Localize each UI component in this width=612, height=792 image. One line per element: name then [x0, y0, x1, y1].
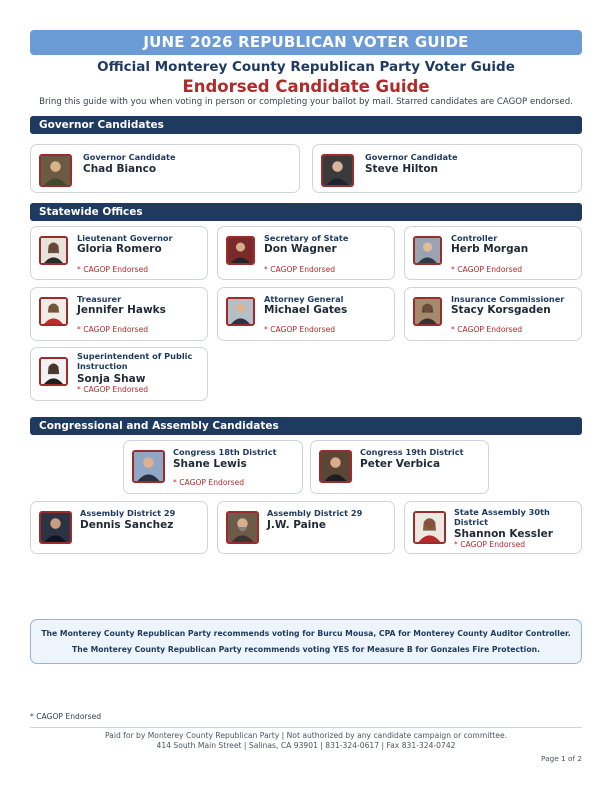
- endorsement-note: * CAGOP Endorsed: [77, 325, 149, 334]
- candidate-name: Stacy Korsgaden: [451, 304, 551, 316]
- candidate-photo: [39, 297, 68, 326]
- candidate-name: Sonja Shaw: [77, 373, 146, 385]
- candidate-photo: [132, 450, 165, 483]
- office-title: State Assembly 30th District: [454, 507, 550, 527]
- candidate-card: [123, 440, 303, 494]
- candidate-photo: [413, 236, 442, 265]
- office-title: Superintendent of Public Instruction: [77, 351, 193, 371]
- endorsement-legend: * CAGOP Endorsed: [30, 712, 102, 721]
- office-title: Controller: [451, 233, 498, 243]
- office-title: Governor Candidate: [365, 152, 458, 162]
- candidate-photo: [319, 450, 352, 483]
- candidate-card: [30, 501, 208, 554]
- intro-text: Bring this guide with you when voting in person or completing your ballot by mail. Starred candidates are CAGOP endorsed.: [39, 97, 573, 107]
- contact-address: 414 South Main Street | Salinas, CA 93901 | 831-324-0617 | Fax 831-324-0742: [156, 741, 456, 750]
- candidate-photo: [226, 511, 259, 544]
- office-title: Governor Candidate: [83, 152, 176, 162]
- candidate-name: Herb Morgan: [451, 243, 529, 255]
- candidate-name: Peter Verbica: [360, 458, 441, 470]
- endorsement-note: * CAGOP Endorsed: [264, 325, 336, 334]
- candidate-name: Steve Hilton: [365, 163, 439, 175]
- candidate-card: [30, 226, 208, 280]
- recommendation-line: The Monterey County Republican Party recommends voting for Burcu Mousa, CPA for Monterey County Auditor Controller.: [41, 629, 571, 638]
- endorsement-note: * CAGOP Endorsed: [264, 265, 336, 274]
- candidate-photo: [39, 154, 72, 187]
- candidate-name: J.W. Paine: [267, 519, 326, 531]
- page-number: Page 1 of 2: [541, 754, 582, 763]
- endorsement-note: * CAGOP Endorsed: [451, 325, 523, 334]
- candidate-name: Michael Gates: [264, 304, 348, 316]
- candidate-name: Shane Lewis: [173, 458, 247, 470]
- candidate-name: Shannon Kessler: [454, 528, 553, 540]
- endorsement-note: * CAGOP Endorsed: [454, 540, 526, 549]
- office-title: Assembly District 29: [80, 508, 176, 518]
- recommendations-box: [30, 619, 582, 664]
- candidate-photo: [39, 357, 68, 386]
- voter-guide-banner: JUNE 2026 REPUBLICAN VOTER GUIDE: [30, 30, 582, 55]
- candidate-name: Chad Bianco: [83, 163, 157, 175]
- recommendation-line: The Monterey County Republican Party recommends voting YES for Measure B for Gonzales Fire Protection.: [72, 645, 540, 654]
- candidate-name: Don Wagner: [264, 243, 337, 255]
- endorsement-note: * CAGOP Endorsed: [77, 385, 149, 394]
- candidate-card: [404, 287, 582, 341]
- office-title: Insurance Commissioner: [451, 294, 565, 304]
- section-heading-statewide: Statewide Offices: [30, 203, 582, 221]
- candidate-card: [30, 347, 208, 401]
- candidate-photo: [226, 297, 255, 326]
- page-title: Endorsed Candidate Guide: [182, 77, 430, 96]
- candidate-card: [30, 144, 300, 193]
- candidate-card: [312, 144, 582, 193]
- office-title: Congress 18th District: [173, 447, 277, 457]
- candidate-photo: [39, 511, 72, 544]
- section-heading-congress: Congressional and Assembly Candidates: [30, 417, 582, 435]
- endorsement-note: * CAGOP Endorsed: [77, 265, 149, 274]
- candidate-card: [217, 287, 395, 341]
- candidate-photo: [39, 236, 68, 265]
- candidate-card: [310, 440, 489, 494]
- candidate-card: [404, 501, 582, 554]
- paid-for-disclaimer: Paid for by Monterey County Republican Party | Not authorized by any candidate campaign or committee.: [104, 731, 508, 740]
- office-title: Treasurer: [77, 294, 122, 304]
- office-title: Congress 19th District: [360, 447, 464, 457]
- page-subtitle: Official Monterey County Republican Party Voter Guide: [97, 59, 515, 75]
- candidate-photo: [413, 511, 446, 544]
- endorsement-note: * CAGOP Endorsed: [451, 265, 523, 274]
- section-heading-governor: Governor Candidates: [30, 116, 582, 134]
- endorsement-note: * CAGOP Endorsed: [173, 478, 245, 487]
- candidate-card: [30, 287, 208, 341]
- office-title: Lieutenant Governor: [77, 233, 173, 243]
- candidate-name: Dennis Sanchez: [80, 519, 174, 531]
- office-title: Assembly District 29: [267, 508, 363, 518]
- candidate-name: Jennifer Hawks: [77, 304, 166, 316]
- office-title: Attorney General: [264, 294, 344, 304]
- candidate-name: Gloria Romero: [77, 243, 162, 255]
- candidate-photo: [226, 236, 255, 265]
- office-title: Secretary of State: [264, 233, 349, 243]
- candidate-card: [217, 501, 395, 554]
- candidate-card: [404, 226, 582, 280]
- candidate-photo: [321, 154, 354, 187]
- candidate-card: [217, 226, 395, 280]
- candidate-photo: [413, 297, 442, 326]
- footer-divider: [30, 727, 582, 728]
